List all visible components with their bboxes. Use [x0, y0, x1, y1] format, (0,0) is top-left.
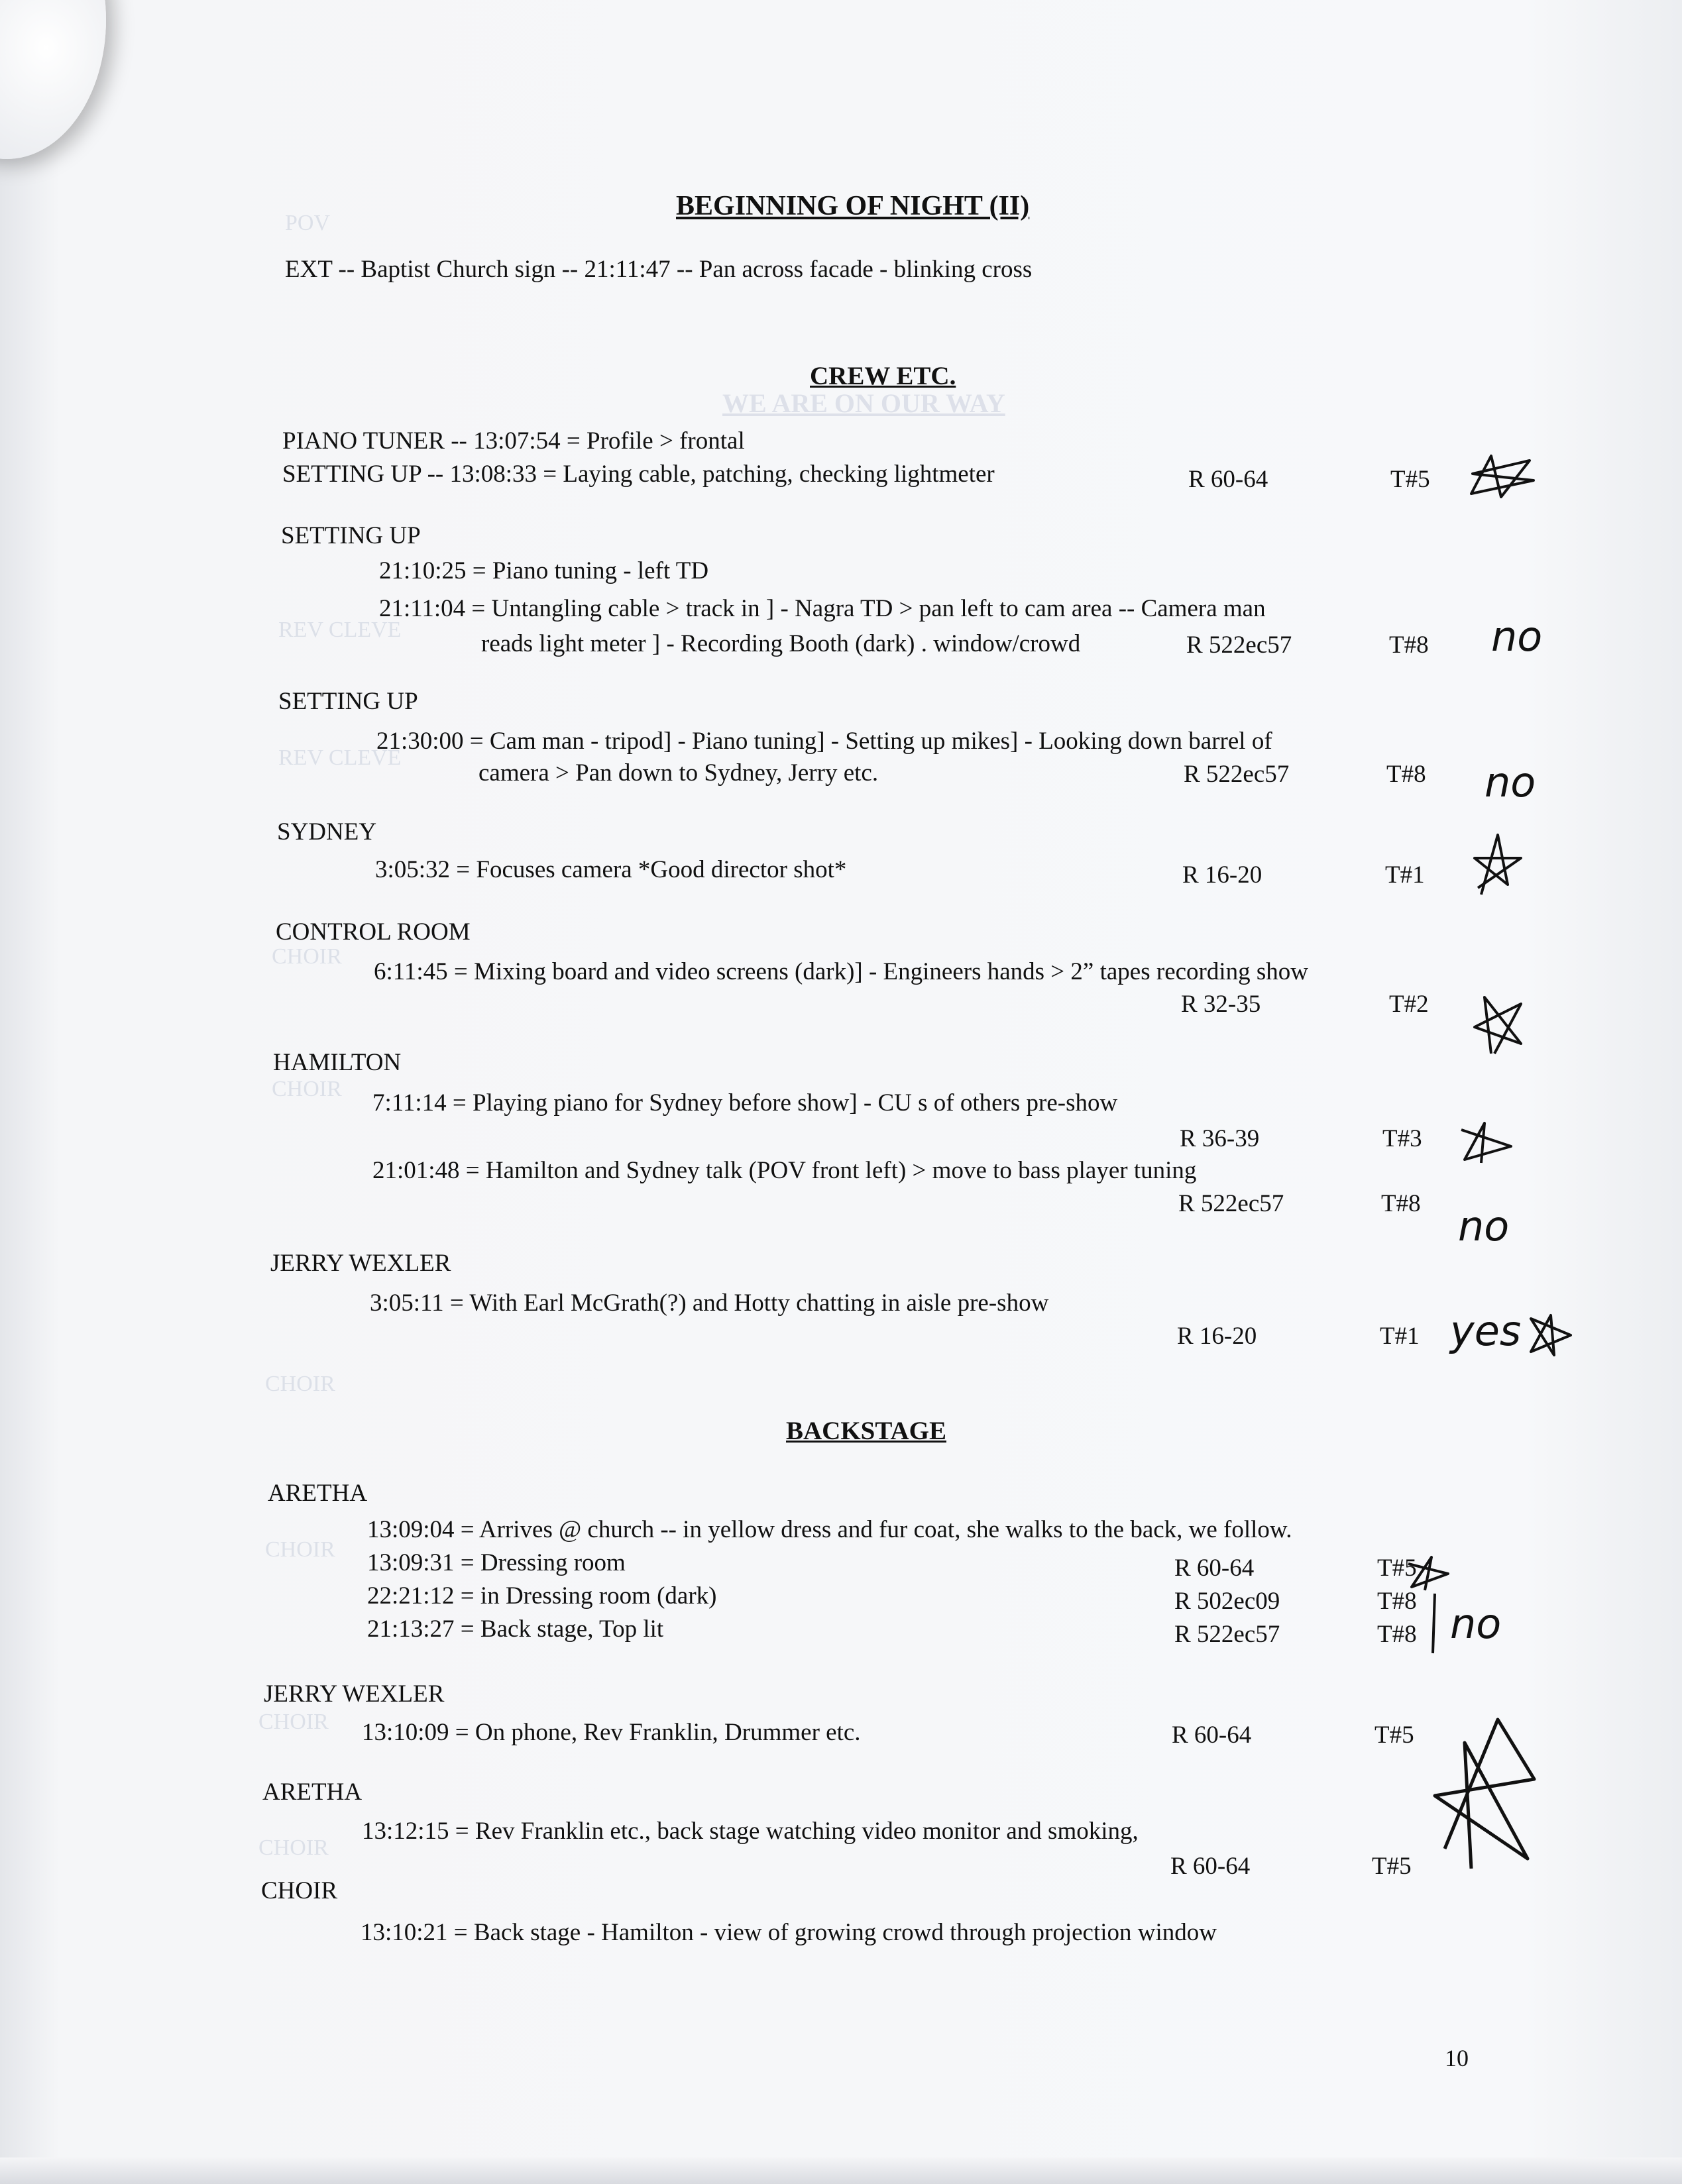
section-heading-backstage: BACKSTAGE — [786, 1417, 946, 1445]
star-mark-icon — [1455, 1120, 1514, 1166]
star-mark-icon — [1425, 1716, 1538, 1875]
shot-line: 3:05:32 = Focuses camera *Good director shot* — [375, 856, 847, 883]
subject-label: ARETHA — [268, 1480, 368, 1507]
shot-line: 21:01:48 = Hamilton and Sydney talk (POV front left) > move to bass player tuning — [372, 1157, 1197, 1184]
tape-number: T#3 — [1382, 1125, 1422, 1152]
tape-number: T#5 — [1372, 1853, 1412, 1880]
subject-label: SYDNEY — [277, 818, 377, 846]
bleed-through: WE ARE ON OUR WAY — [722, 388, 1005, 418]
shot-line: 7:11:14 = Playing piano for Sydney before show] - CU s of others pre-show — [372, 1089, 1118, 1117]
shot-line: 21:13:27 = Back stage, Top lit — [367, 1615, 664, 1643]
shot-line: 21:11:04 = Untangling cable > track in ] - Nagra TD > pan left to cam area -- Camera man — [379, 595, 1266, 622]
tape-number: T#8 — [1386, 761, 1426, 788]
page-number: 10 — [1445, 2045, 1469, 2071]
subject-label: JERRY WEXLER — [264, 1680, 445, 1708]
tape-number: T#1 — [1385, 861, 1425, 889]
reel-number: R 522ec57 — [1174, 1621, 1280, 1648]
shot-line: 13:09:04 = Arrives @ church -- in yellow dress and fur coat, she walks to the back, we follow. — [367, 1516, 1292, 1543]
reel-number: R 36-39 — [1180, 1125, 1260, 1152]
shot-line: 21:10:25 = Piano tuning - left TD — [379, 557, 709, 584]
star-mark-icon — [1468, 832, 1528, 898]
subject-label: ARETHA — [262, 1778, 363, 1806]
subject-label: CHOIR — [261, 1877, 338, 1904]
bleed-through: REV CLEVE — [278, 618, 402, 642]
section-heading-crew: CREW ETC. — [810, 362, 956, 390]
handwritten-note: no — [1485, 758, 1536, 806]
bleed-through: CHOIR — [265, 1372, 335, 1396]
bleed-through: CHOIR — [265, 1537, 335, 1562]
star-mark-icon — [1524, 1312, 1577, 1358]
subject-label: HAMILTON — [273, 1049, 402, 1076]
shot-line: 22:21:12 = in Dressing room (dark) — [367, 1582, 717, 1610]
page-curl — [0, 0, 106, 159]
reel-number: R 16-20 — [1177, 1323, 1257, 1350]
bleed-through: POV — [285, 211, 331, 235]
reel-number: R 522ec57 — [1186, 631, 1292, 659]
tape-number: T#8 — [1377, 1588, 1417, 1615]
handwritten-note: yes — [1450, 1307, 1522, 1355]
subject-label: SETTING UP — [281, 522, 421, 549]
tape-number: T#8 — [1381, 1190, 1421, 1217]
page-title: BEGINNING OF NIGHT (II) — [676, 191, 1030, 221]
reel-number: R 522ec57 — [1184, 761, 1290, 788]
tape-number: T#8 — [1389, 631, 1429, 659]
handwritten-note: no — [1491, 612, 1543, 661]
subject-label: JERRY WEXLER — [270, 1250, 451, 1277]
reel-number: R 16-20 — [1182, 861, 1262, 889]
subject-label: CONTROL ROOM — [276, 918, 471, 946]
shot-line: 6:11:45 = Mixing board and video screens (dark)] - Engineers hands > 2” tapes recording show — [374, 958, 1309, 985]
bleed-through: CHOIR — [272, 1077, 342, 1101]
shot-line: 13:10:09 = On phone, Rev Franklin, Drummer etc. — [362, 1719, 861, 1746]
entry-piano-tuner: PIANO TUNER -- 13:07:54 = Profile > frontal — [282, 427, 745, 455]
reel-number: R 522ec57 — [1178, 1190, 1284, 1217]
tape-number: T#1 — [1380, 1323, 1420, 1350]
bleed-through: REV CLEVE — [278, 745, 402, 770]
intro-line: EXT -- Baptist Church sign -- 21:11:47 -- Pan across facade - blinking cross — [285, 256, 1033, 283]
bracket-mark-icon — [1425, 1590, 1445, 1657]
page-edge — [0, 2157, 1682, 2184]
bleed-through: CHOIR — [272, 944, 342, 969]
tape-number: T#5 — [1374, 1721, 1414, 1749]
bleed-through: CHOIR — [258, 1835, 329, 1860]
star-mark-icon — [1465, 451, 1538, 504]
handwritten-note: no — [1450, 1600, 1502, 1648]
star-mark-icon — [1468, 991, 1528, 1057]
reel-number: R 502ec09 — [1174, 1588, 1280, 1615]
reel-number: R 32-35 — [1181, 991, 1261, 1018]
subject-label: SETTING UP — [278, 688, 418, 715]
shot-line: 21:30:00 = Cam man - tripod] - Piano tuning] - Setting up mikes] - Looking down barrel of — [376, 728, 1272, 755]
reel-number: R 60-64 — [1188, 466, 1268, 493]
shot-line: 13:10:21 = Back stage - Hamilton - view of growing crowd through projection window — [361, 1919, 1217, 1946]
star-mark-icon — [1402, 1554, 1455, 1594]
shot-line: 13:12:15 = Rev Franklin etc., back stage watching video monitor and smoking, — [362, 1818, 1139, 1845]
entry-setting-up: SETTING UP -- 13:08:33 = Laying cable, patching, checking lightmeter — [282, 461, 995, 488]
reel-number: R 60-64 — [1174, 1555, 1255, 1582]
tape-number: T#8 — [1377, 1621, 1417, 1648]
handwritten-note: no — [1458, 1202, 1510, 1250]
tape-number: T#2 — [1389, 991, 1429, 1018]
shot-line: 13:09:31 = Dressing room — [367, 1549, 626, 1576]
shot-line: reads light meter ] - Recording Booth (dark) . window/crowd — [481, 630, 1081, 657]
reel-number: R 60-64 — [1170, 1853, 1251, 1880]
reel-number: R 60-64 — [1172, 1721, 1252, 1749]
tape-number: T#5 — [1377, 1555, 1417, 1582]
shot-line: camera > Pan down to Sydney, Jerry etc. — [478, 759, 879, 787]
shot-line: 3:05:11 = With Earl McGrath(?) and Hotty chatting in aisle pre-show — [370, 1289, 1049, 1317]
tape-number: T#5 — [1390, 466, 1430, 493]
bleed-through: CHOIR — [258, 1710, 329, 1734]
